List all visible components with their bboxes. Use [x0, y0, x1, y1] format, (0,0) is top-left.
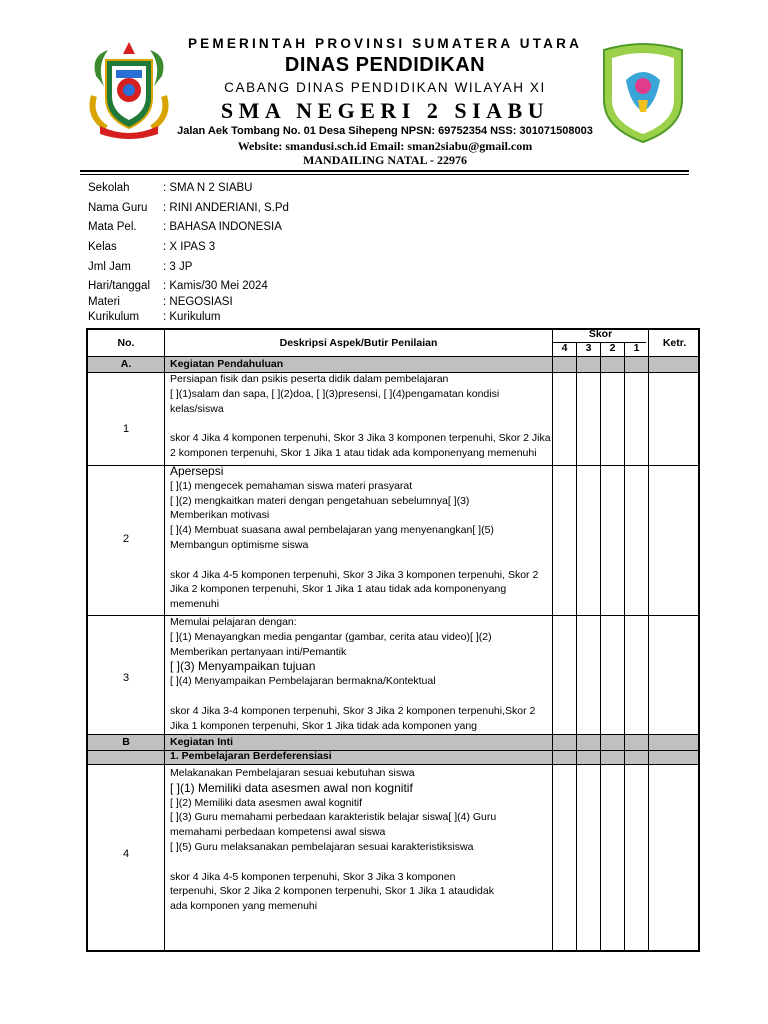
info-value: : 3 JP — [163, 261, 193, 273]
school-region: MANDAILING NATAL - 22976 — [303, 153, 467, 167]
school-name: SMA NEGERI 2 SIABU — [220, 98, 550, 123]
skor-col-4: 4 — [561, 342, 568, 354]
skor-col-2: 2 — [609, 342, 616, 354]
section-b-title: Kegiatan Inti — [170, 736, 234, 748]
skor-col-3: 3 — [585, 342, 592, 354]
info-label: Kelas — [88, 241, 117, 253]
department-heading: DINAS PENDIDIKAN — [284, 54, 486, 76]
info-label: Nama Guru — [88, 202, 148, 214]
info-value: : SMA N 2 SIABU — [163, 182, 253, 194]
section-a-number: A. — [120, 358, 132, 370]
section-a-title: Kegiatan Pendahuluan — [170, 358, 284, 370]
info-value: : NEGOSIASI — [163, 296, 233, 308]
info-value: : Kurikulum — [163, 311, 221, 323]
info-label: Jml Jam — [88, 261, 131, 273]
info-label: Hari/tanggal — [88, 280, 151, 292]
col-header-ketr: Ketr. — [662, 337, 687, 349]
row-number: 2 — [122, 533, 130, 545]
assessment-table — [86, 328, 700, 952]
branch-heading: CABANG DINAS PENDIDIKAN WILAYAH XI — [224, 80, 546, 95]
row-number: 3 — [122, 672, 130, 684]
skor-col-1: 1 — [633, 342, 640, 354]
province-heading: PEMERINTAH PROVINSI SUMATERA UTARA — [187, 36, 583, 51]
info-value: : Kamis/30 Mei 2024 — [163, 280, 268, 292]
info-value: : X IPAS 3 — [163, 241, 216, 253]
row-description: Apersepsi [ ](1) mengecek pemahaman siswa materi prasyarat [ ](2) mengkaitkan materi dengan pengetahuan sebelumnya[ ](3) Memberikan motivasi [ ](4) Membuat suasana awal pembelajaran yang menyenangkan[ ](5) Membangun optimisme siswa skor 4 Jika 4-5 komponen terpenuhi, Skor 3 Jika 3 komponen terpenuhi, Skor 2 Jika 2 komponen terpenuhi, Skor 1 Jika 1 atau tidak ada komponenyang memenuhi — [170, 464, 539, 611]
row-description: Memulai pelajaran dengan: [ ](1) Menayangkan media pengantar (gambar, cerita atau video)[ ](2) Memberikan pertanyaan inti/Pemantik [ ](3) Menyampaikan tujuan [ ](4) Menyampaikan Pembelajaran bermakna/Kontektual skor 4 Jika 3-4 komponen terpenuhi, Skor 3 Jika 2 komponen terpenuhi,Skor 2 Jika 1 komponen terpenuhi, Skor 1 Jika tidak ada komponen yang — [170, 616, 536, 732]
row-number: 4 — [122, 848, 130, 860]
info-value: : BAHASA INDONESIA — [163, 221, 282, 233]
header-divider — [80, 170, 689, 172]
school-contact: Website: smandusi.sch.id Email: sman2siabu@gmail.com — [237, 139, 533, 153]
row-description: Melakanakan Pembelajaran sesuai kebutuhan siswa [ ](1) Memiliki data asesmen awal non kognitif [ ](2) Memiliki data asesmen awal kognitif [ ](3) Guru memahami perbedaan karakteristik belajar siswa[ ](4) Guru memahami perbedaan kompetensi awal siswa [ ](5) Guru melaksanakan pembelajaran sesuai karakteristiksiswa skor 4 Jika 4-5 komponen terpenuhi, Skor 3 Jika 3 komponen terpenuhi, Skor 2 Jika 2 komponen terpenuhi, Skor 1 Jika 1 ataudidak ada komponen yang memenuhi — [170, 767, 497, 913]
school-address: Jalan Aek Tombang No. 01 Desa Sihepeng NPSN: 69752354 NSS: 301071508003 — [177, 125, 593, 137]
info-value: : RINI ANDERIANI, S.Pd — [163, 202, 289, 214]
section-b-number: B — [122, 736, 130, 748]
row-number: 1 — [122, 423, 130, 435]
info-label: Kurikulum — [88, 311, 140, 323]
col-header-skor: Skor — [588, 328, 613, 340]
info-label: Sekolah — [88, 182, 130, 194]
info-label: Mata Pel. — [88, 221, 137, 233]
header-divider-thin — [80, 174, 689, 175]
school-badge-logo — [598, 40, 688, 144]
row-description: Persiapan fisik dan psikis peserta didik dalam pembelajaran [ ](1)salam dan sapa, [ ](2)doa, [ ](3)presensi, [ ](4)pengamatan kondisi kelas/siswa skor 4 Jika 4 komponen terpenuhi, Skor 3 Jika 3 komponen terpenuhi, Skor 2 Jika 2 komponen terpenuhi, Skor 1 Jika 1 atau tidak ada komponenyang memenuhi — [170, 373, 551, 459]
section-b-subtitle: 1. Pembelajaran Berdeferensiasi — [170, 750, 332, 762]
col-header-desc: Deskripsi Aspek/Butir Penilaian — [279, 337, 438, 349]
info-label: Materi — [88, 296, 120, 308]
col-header-no: No. — [117, 337, 135, 349]
